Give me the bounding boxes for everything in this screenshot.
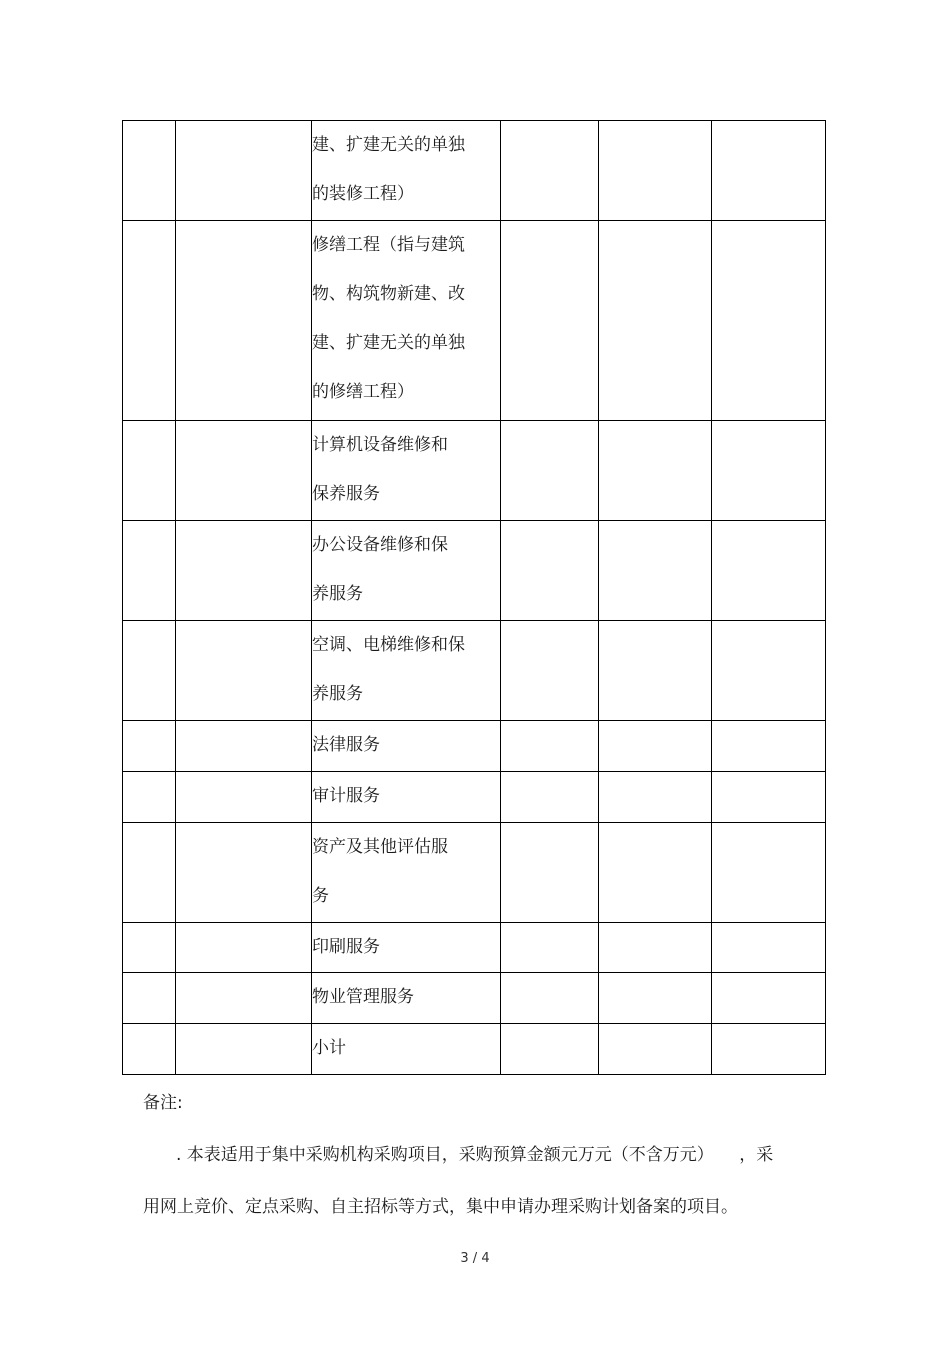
item-cell <box>312 772 501 823</box>
empty-cell <box>599 721 712 772</box>
empty-cell <box>712 421 826 521</box>
empty-cell <box>712 1024 826 1075</box>
empty-cell <box>176 221 312 421</box>
item-line: 物业管理服务 <box>312 987 414 1007</box>
empty-cell <box>123 221 176 421</box>
empty-cell <box>123 421 176 521</box>
empty-cell <box>501 421 599 521</box>
empty-cell <box>501 621 599 721</box>
item-line: 法律服务 <box>312 735 380 755</box>
empty-cell <box>599 772 712 823</box>
empty-cell <box>712 923 826 973</box>
remarks-title: 备注: <box>143 1093 183 1113</box>
empty-cell <box>123 121 176 221</box>
empty-cell <box>599 421 712 521</box>
empty-cell <box>599 1024 712 1075</box>
table-row <box>123 721 826 772</box>
empty-cell <box>599 121 712 221</box>
item-line: 保养服务 <box>312 484 380 504</box>
empty-cell <box>501 521 599 621</box>
item-cell <box>312 621 501 721</box>
empty-cell <box>712 973 826 1024</box>
item-line: 的装修工程） <box>312 184 414 204</box>
table-row <box>123 621 826 721</box>
empty-cell <box>599 973 712 1024</box>
item-line: 养服务 <box>312 584 363 604</box>
table-row <box>123 1024 826 1075</box>
empty-cell <box>501 1024 599 1075</box>
empty-cell <box>501 772 599 823</box>
empty-cell <box>176 621 312 721</box>
empty-cell <box>176 772 312 823</box>
item-line: 务 <box>312 886 329 906</box>
empty-cell <box>501 121 599 221</box>
table-row <box>123 772 826 823</box>
empty-cell <box>712 221 826 421</box>
empty-cell <box>712 121 826 221</box>
item-cell <box>312 421 501 521</box>
item-cell <box>312 923 501 973</box>
empty-cell <box>123 721 176 772</box>
item-cell <box>312 823 501 923</box>
item-line: 物、构筑物新建、改 <box>312 284 465 304</box>
empty-cell <box>176 1024 312 1075</box>
empty-cell <box>599 521 712 621</box>
empty-cell <box>176 823 312 923</box>
empty-cell <box>712 823 826 923</box>
item-line: 办公设备维修和保 <box>312 535 448 555</box>
item-line: 养服务 <box>312 684 363 704</box>
item-cell <box>312 121 501 221</box>
empty-cell <box>501 721 599 772</box>
empty-cell <box>599 923 712 973</box>
item-line: 修缮工程（指与建筑 <box>312 235 465 255</box>
table-row <box>123 421 826 521</box>
table-row <box>123 221 826 421</box>
item-line: 的修缮工程） <box>312 382 414 402</box>
empty-cell <box>176 421 312 521</box>
empty-cell <box>501 923 599 973</box>
remarks-body <box>143 1129 805 1233</box>
empty-cell <box>599 823 712 923</box>
empty-cell <box>176 521 312 621</box>
table-row <box>123 923 826 973</box>
empty-cell <box>501 221 599 421</box>
empty-cell <box>712 621 826 721</box>
item-cell <box>312 1024 501 1075</box>
item-line: 建、扩建无关的单独 <box>312 333 465 353</box>
empty-cell <box>712 772 826 823</box>
item-line: 印刷服务 <box>312 937 380 957</box>
table-row <box>123 823 826 923</box>
empty-cell <box>123 521 176 621</box>
table-row <box>123 973 826 1024</box>
empty-cell <box>123 1024 176 1075</box>
remarks-line-2: 用网上竞价、定点采购、自主招标等方式，集中申请办理采购计划备案的项目。 <box>143 1197 738 1217</box>
page-number: 3 / 4 <box>460 1251 490 1266</box>
item-cell <box>312 221 501 421</box>
table-row <box>123 521 826 621</box>
empty-cell <box>176 721 312 772</box>
item-line: 资产及其他评估服 <box>312 837 448 857</box>
empty-cell <box>712 521 826 621</box>
item-line: 空调、电梯维修和保 <box>312 635 465 655</box>
item-cell <box>312 521 501 621</box>
item-cell <box>312 721 501 772</box>
empty-cell <box>123 923 176 973</box>
empty-cell <box>176 923 312 973</box>
item-line: 小计 <box>312 1038 346 1058</box>
empty-cell <box>123 973 176 1024</box>
empty-cell <box>123 621 176 721</box>
empty-cell <box>176 121 312 221</box>
item-line: 建、扩建无关的单独 <box>312 135 465 155</box>
empty-cell <box>123 823 176 923</box>
table-row <box>123 121 826 221</box>
empty-cell <box>501 973 599 1024</box>
item-line: 审计服务 <box>312 786 380 806</box>
item-cell <box>312 973 501 1024</box>
empty-cell <box>599 621 712 721</box>
table-body <box>123 121 826 1075</box>
empty-cell <box>712 721 826 772</box>
empty-cell <box>599 221 712 421</box>
empty-cell <box>123 772 176 823</box>
procurement-table <box>122 120 826 1075</box>
remarks-line-1: . 本表适用于集中采购机构采购项目，采购预算金额元万元（不含万元） ，采 <box>176 1145 774 1165</box>
empty-cell <box>501 823 599 923</box>
empty-cell <box>176 973 312 1024</box>
item-line: 计算机设备维修和 <box>312 435 448 455</box>
